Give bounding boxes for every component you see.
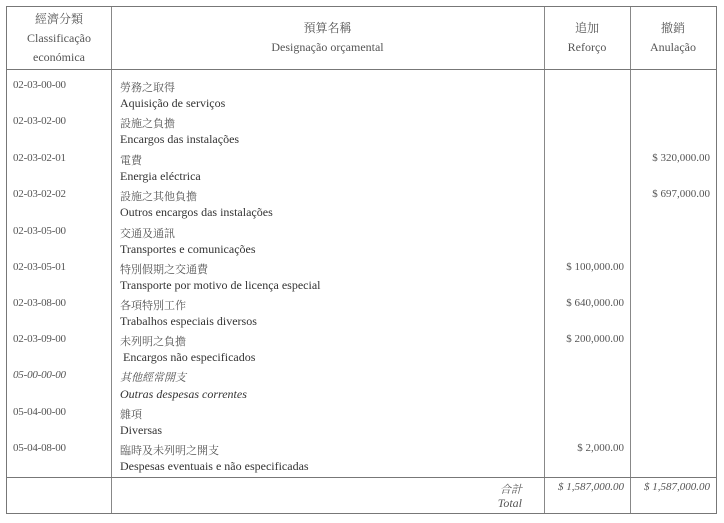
- header-reinforcement-zh: 追加: [574, 21, 599, 35]
- row-reforco: $ 200,000.00: [566, 333, 624, 345]
- row-designation-zh: 交通及通訊: [120, 227, 175, 240]
- header-cancellation-pt: Anulação: [650, 40, 696, 54]
- row-anulacao: $ 320,000.00: [652, 152, 710, 164]
- row-designation-zh: 電費: [120, 154, 142, 167]
- row-code: 05-04-08-00: [13, 442, 66, 454]
- row-designation-zh: 未列明之負擔: [120, 335, 186, 348]
- row-designation-pt: Outras despesas correntes: [120, 387, 247, 401]
- column-divider: [630, 7, 631, 513]
- row-designation-zh: 設施之負擔: [120, 117, 175, 130]
- row-designation-pt: Transportes e comunicações: [120, 242, 256, 256]
- row-code: 02-03-08-00: [13, 297, 66, 309]
- column-divider: [544, 7, 545, 513]
- total-reforco: $ 1,587,000.00: [558, 481, 624, 493]
- header-designation: [111, 7, 544, 69]
- row-code: 02-03-00-00: [13, 79, 66, 91]
- row-designation-zh: 特別假期之交通費: [120, 263, 208, 276]
- total-label-pt: Total: [497, 496, 522, 510]
- row-code: 05-00-00-00: [13, 369, 66, 381]
- row-code: 02-03-05-01: [13, 261, 66, 273]
- row-designation-pt: Energia eléctrica: [120, 169, 201, 183]
- row-designation-zh: 設施之其他負擔: [120, 190, 197, 203]
- header-cancellation-zh: 撤銷: [660, 21, 685, 35]
- row-anulacao: $ 697,000.00: [652, 188, 710, 200]
- row-designation-pt: Transporte por motivo de licença especial: [120, 278, 321, 292]
- row-code: 02-03-02-00: [13, 115, 66, 127]
- total-divider: [7, 477, 716, 478]
- row-designation-zh: 臨時及未列明之開支: [120, 444, 219, 457]
- row-designation-pt: Encargos das instalações: [120, 132, 240, 146]
- total-anulacao: $ 1,587,000.00: [644, 481, 710, 493]
- row-reforco: $ 2,000.00: [577, 442, 624, 454]
- row-designation-pt: Outros encargos das instalações: [120, 205, 273, 219]
- row-designation-pt: Diversas: [120, 423, 162, 437]
- header-cancellation: [630, 7, 716, 69]
- row-code: 02-03-05-00: [13, 225, 66, 237]
- header-reinforcement-pt: Reforço: [567, 40, 607, 54]
- row-designation-zh: 雜項: [120, 408, 142, 421]
- column-divider: [111, 7, 112, 513]
- header-classification-pt2: económica: [33, 49, 85, 64]
- header-classification-zh: 經濟分類: [34, 11, 83, 26]
- header-reinforcement: [544, 7, 630, 69]
- header-designation-zh: 預算名稱: [303, 21, 352, 35]
- row-designation-zh: 其他經常開支: [120, 371, 186, 384]
- row-code: 02-03-02-01: [13, 152, 66, 164]
- header-designation-pt: Designação orçamental: [271, 40, 384, 54]
- header-divider: [7, 69, 716, 70]
- row-code: 05-04-00-00: [13, 406, 66, 418]
- total-label-zh: 合計: [500, 483, 522, 496]
- row-code: 02-03-09-00: [13, 333, 66, 345]
- row-reforco: $ 640,000.00: [566, 297, 624, 309]
- header-classification-pt1: Classificação: [27, 30, 91, 45]
- row-designation-zh: 勞務之取得: [120, 81, 175, 94]
- row-designation-zh: 各項特別工作: [120, 299, 186, 312]
- budget-table: [6, 6, 717, 514]
- row-designation-pt: Aquisição de serviços: [120, 96, 226, 110]
- row-designation-pt: Trabalhos especiais diversos: [120, 314, 257, 328]
- row-designation-pt: Despesas eventuais e não especificadas: [120, 459, 309, 473]
- row-reforco: $ 100,000.00: [566, 261, 624, 273]
- header-classification: [7, 7, 111, 69]
- row-code: 02-03-02-02: [13, 188, 66, 200]
- row-designation-pt: Encargos não especificados: [120, 350, 256, 364]
